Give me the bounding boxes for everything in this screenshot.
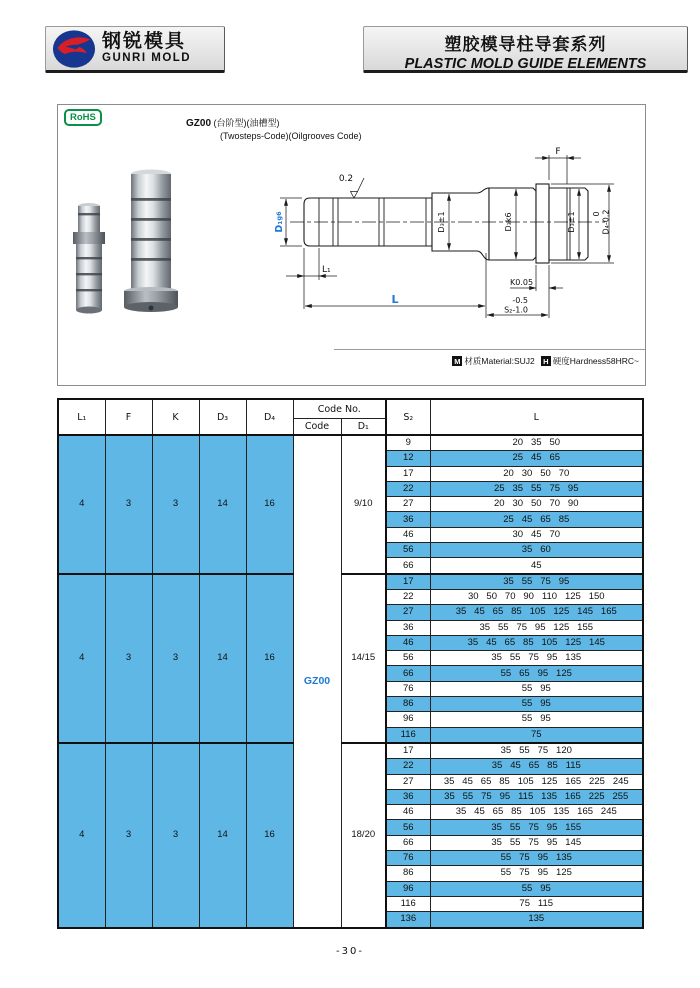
l-values-cell: 35 55 75 95: [430, 574, 643, 590]
l-values-cell: 35 55 75 95 115 135 165 225 255: [430, 789, 643, 804]
dim-s2-tol-top: -0.5: [512, 296, 528, 305]
size-table: [57, 398, 644, 929]
dim-f-cell: 3: [105, 743, 152, 928]
page-number: -30-: [336, 946, 364, 957]
dim-d4-cell: 16: [246, 743, 293, 928]
table-row: [58, 743, 643, 759]
l-values-cell: 35 45 65 85 115: [430, 759, 643, 774]
s2-value-cell: 76: [386, 681, 430, 696]
l-values-cell: 55 95: [430, 881, 643, 896]
l-values-cell: 75 115: [430, 896, 643, 911]
s2-value-cell: 66: [386, 835, 430, 850]
dim-d3t1-step-label: D₃±1: [437, 211, 446, 233]
l-values-cell: 25 45 65 85: [430, 512, 643, 527]
s2-value-cell: 36: [386, 620, 430, 635]
s2-value-cell: 56: [386, 543, 430, 558]
col-header-f: F: [105, 399, 152, 435]
s2-value-cell: 22: [386, 589, 430, 604]
dim-l1-cell: 4: [58, 743, 105, 928]
dim-k-cell: 3: [152, 743, 199, 928]
l-values-cell: 55 95: [430, 681, 643, 696]
d1-value-cell: 14/15: [341, 574, 386, 743]
l-values-cell: 30 45 70: [430, 527, 643, 542]
s2-value-cell: 56: [386, 820, 430, 835]
series-title-cn: 塑胶模导柱导套系列: [444, 35, 607, 54]
l-values-cell: 35 45 65 85 105 125 165 225 245: [430, 774, 643, 789]
s2-value-cell: 66: [386, 558, 430, 574]
s2-value-cell: 17: [386, 574, 430, 590]
hardness-text: 硬度Hardness58HRC~: [552, 356, 639, 366]
l-values-cell: 35 45 65 85 105 135 165 245: [430, 805, 643, 820]
dim-f-cell: 3: [105, 435, 152, 574]
s2-value-cell: 9: [386, 435, 430, 451]
l-values-cell: 25 45 65: [430, 451, 643, 466]
s2-value-cell: 27: [386, 605, 430, 620]
s2-value-cell: 96: [386, 712, 430, 727]
l-values-cell: 20 30 50 70 90: [430, 497, 643, 512]
gunri-logo-icon: [52, 27, 96, 71]
d1-value-cell: 9/10: [341, 435, 386, 574]
s2-value-cell: 46: [386, 527, 430, 542]
l-values-cell: 55 75 95 135: [430, 851, 643, 866]
dim-d4-label: 0D₄-0.2: [592, 209, 611, 235]
l-values-cell: 35 45 65 85 105 125 145: [430, 635, 643, 650]
dim-d4-cell: 16: [246, 435, 293, 574]
technical-drawing: [58, 105, 643, 383]
s2-value-cell: 116: [386, 727, 430, 743]
s2-value-cell: 76: [386, 851, 430, 866]
logo-name-en: GUNRI MOLD: [102, 52, 192, 65]
l-values-cell: 55 75 95 125: [430, 866, 643, 881]
l-values-cell: 20 30 50 70: [430, 466, 643, 481]
logo-panel: [45, 26, 225, 73]
dim-s2-tol-bot: S₂-1.0: [504, 305, 528, 315]
s2-value-cell: 136: [386, 912, 430, 928]
model-type-en: (Twosteps-Code)(Oilgrooves Code): [220, 130, 362, 141]
l-values-cell: 35 55 75 120: [430, 743, 643, 759]
l-values-cell: 30 50 70 90 110 125 150: [430, 589, 643, 604]
l-values-cell: 35 55 75 95 145: [430, 835, 643, 850]
dim-l1-cell: 4: [58, 574, 105, 743]
s2-value-cell: 22: [386, 759, 430, 774]
s2-value-cell: 46: [386, 805, 430, 820]
hardness-badge: H: [541, 356, 551, 366]
dim-surface-label: 0.2: [338, 174, 354, 184]
l-values-cell: 35 60: [430, 543, 643, 558]
dim-d3-cell: 14: [199, 574, 246, 743]
l-values-cell: 75: [430, 727, 643, 743]
dim-d3-cell: 14: [199, 743, 246, 928]
l-values-cell: 55 65 95 125: [430, 666, 643, 681]
size-table-body: [58, 435, 643, 928]
col-header-d3: D₃: [199, 399, 246, 435]
size-table-head: [58, 399, 643, 435]
series-title-panel: [363, 26, 688, 73]
material-badge: M: [454, 356, 461, 366]
s2-value-cell: 17: [386, 743, 430, 759]
s2-value-cell: 17: [386, 466, 430, 481]
dim-d3t1-end-label: D₃±1: [567, 211, 576, 233]
s2-value-cell: 116: [386, 896, 430, 911]
dim-k-cell: 3: [152, 574, 199, 743]
s2-value-cell: 56: [386, 651, 430, 666]
dim-f-cell: 3: [105, 574, 152, 743]
col-header-l1: L₁: [58, 399, 105, 435]
dim-d3-cell: 14: [199, 435, 246, 574]
dim-l1-label: L₁: [322, 265, 331, 275]
technical-drawing-box: [57, 104, 646, 386]
col-header-l: L: [430, 399, 643, 435]
s2-value-cell: 27: [386, 497, 430, 512]
s2-value-cell: 12: [386, 451, 430, 466]
code-value-cell: GZ00: [293, 435, 341, 928]
s2-value-cell: 22: [386, 481, 430, 496]
drawing-title: [186, 118, 362, 142]
s2-value-cell: 86: [386, 866, 430, 881]
s2-value-cell: 36: [386, 789, 430, 804]
l-values-cell: 20 35 50: [430, 435, 643, 451]
l-values-cell: 35 55 75 95 125 155: [430, 620, 643, 635]
l-values-cell: 45: [430, 558, 643, 574]
l-values-cell: 55 95: [430, 712, 643, 727]
model-code: GZ00: [186, 118, 212, 129]
table-row: [58, 435, 643, 451]
logo-name-cn: 钢锐模具: [102, 31, 187, 53]
material-note: [446, 355, 639, 367]
col-header-d1: D₁: [341, 419, 386, 436]
dim-d1-label: D₁g6: [274, 211, 285, 233]
s2-value-cell: 66: [386, 666, 430, 681]
col-header-d4: D₄: [246, 399, 293, 435]
rohs-badge: RoHS: [64, 109, 102, 126]
dim-d4-cell: 16: [246, 574, 293, 743]
col-header-s2: S₂: [386, 399, 430, 435]
l-values-cell: 35 55 75 95 135: [430, 651, 643, 666]
dim-d3k6-label: D₃k6: [504, 212, 513, 232]
series-title-en: PLASTIC MOLD GUIDE ELEMENTS: [404, 56, 647, 72]
dim-k-label: K0.05: [510, 278, 534, 287]
l-values-cell: 35 45 65 85 105 125 145 165: [430, 605, 643, 620]
col-header-code: Code: [293, 419, 341, 436]
s2-value-cell: 36: [386, 512, 430, 527]
part-outline: [304, 184, 588, 263]
s2-value-cell: 27: [386, 774, 430, 789]
l-values-cell: 35 55 75 95 155: [430, 820, 643, 835]
dim-k-cell: 3: [152, 435, 199, 574]
dim-l-label: L: [391, 293, 399, 306]
model-type-cn: (台阶型)(油槽型): [213, 118, 280, 128]
dim-l1-cell: 4: [58, 435, 105, 574]
s2-value-cell: 96: [386, 881, 430, 896]
material-text: 材质Material:SUJ2: [464, 356, 535, 366]
l-values-cell: 135: [430, 912, 643, 928]
col-header-k: K: [152, 399, 199, 435]
product-photo: [73, 170, 178, 314]
dim-f-label: F: [555, 147, 561, 157]
logo-text: [102, 32, 191, 65]
s2-value-cell: 46: [386, 635, 430, 650]
d1-value-cell: 18/20: [341, 743, 386, 928]
s2-value-cell: 86: [386, 697, 430, 712]
table-row: [58, 574, 643, 590]
material-separator: [334, 349, 645, 350]
l-values-cell: 25 35 55 75 95: [430, 481, 643, 496]
col-header-code-group: Code No.: [293, 399, 386, 419]
l-values-cell: 55 95: [430, 697, 643, 712]
